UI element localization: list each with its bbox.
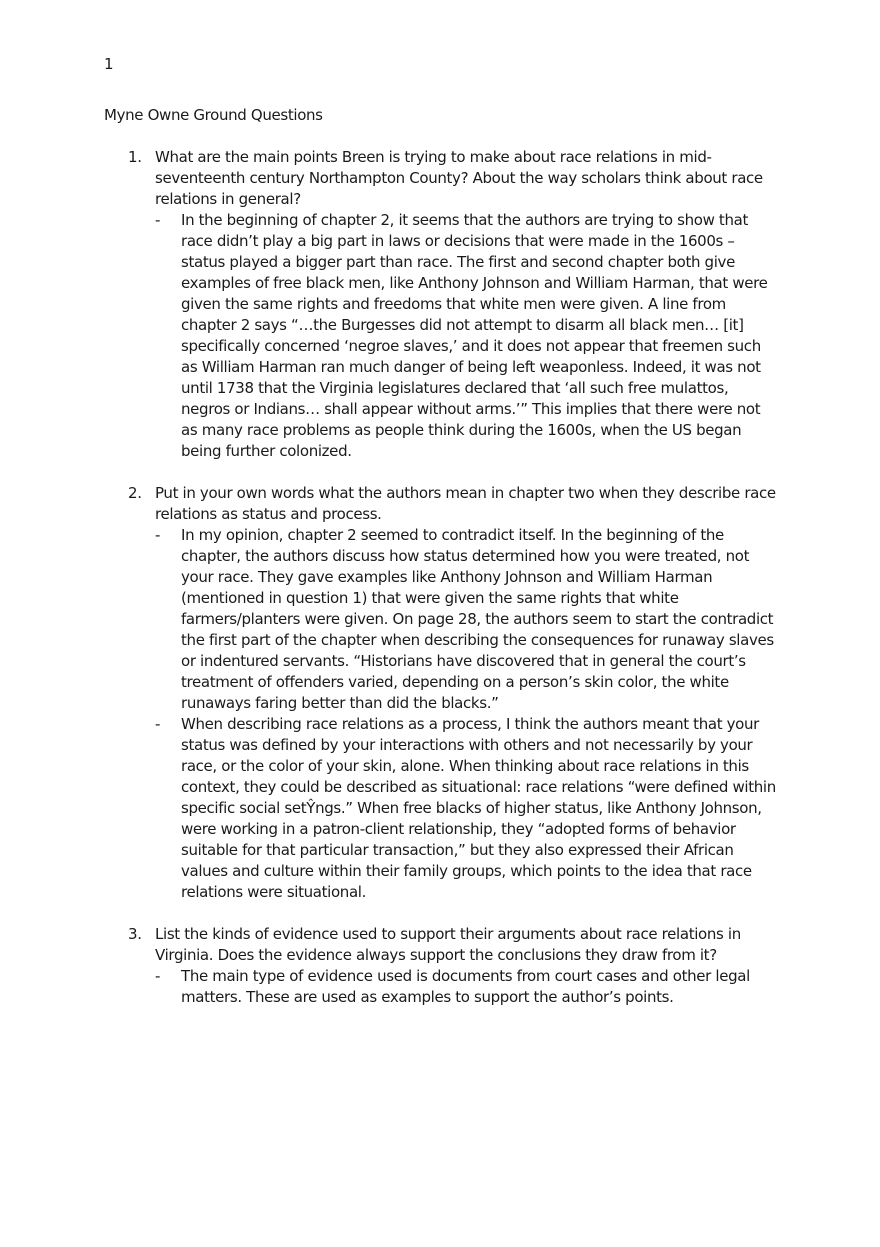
answer-text: The main type of evidence used is documents from court cases and other legal matters. These are used as examples to support the author’s points. <box>181 967 750 1006</box>
answer-text: In my opinion, chapter 2 seemed to contradict itself. In the beginning of the chapter, the authors discuss how status determined how you were treated, not your race. They gave examples like Anthony Johnson and William Harman (mentioned in question 1) that were given the same rights that white farmers/planters were given. On page 28, the authors seem to start the contradict the first part of the chapter when describing the consequences for runaway slaves or indentured servants. “Historians have discovered that in general the court’s treatment of offenders varied, depending on a person’s skin color, the white runaways faring better than did the blacks.” <box>181 526 774 712</box>
answer-item <box>155 966 776 1008</box>
question-text: List the kinds of evidence used to support their arguments about race relations in Virginia. Does the evidence always support the conclusions they draw from it? <box>155 925 741 964</box>
bullet-dash: - <box>155 715 161 733</box>
page-number: 1 <box>104 55 114 73</box>
question-text: Put in your own words what the authors mean in chapter two when they describe race relations as status and process. <box>155 484 776 523</box>
answer-list <box>155 210 776 462</box>
answer-item <box>155 714 776 903</box>
question-number: 3. <box>128 925 142 943</box>
question-item <box>104 147 776 462</box>
question-list <box>104 147 776 1029</box>
document-title: Myne Owne Ground Questions <box>104 106 323 124</box>
bullet-dash: - <box>155 211 161 229</box>
answer-item <box>155 210 776 462</box>
question-number: 1. <box>128 148 142 166</box>
answer-text: When describing race relations as a process, I think the authors meant that your status was defined by your interactions with others and not necessarily by your race, or the color of your skin, alone. When thinking about race relations in this context, they could be described as situational: race relations “were defined within specific social setŶngs.” When free blacks of higher status, like Anthony Johnson, were working in a patron-client relationship, they “adopted forms of behavior suitable for that particular transaction,” but they also expressed their African values and culture within their family groups, which points to the idea that race relations were situational. <box>181 715 776 901</box>
answer-text: In the beginning of chapter 2, it seems that the authors are trying to show that race didn’t play a big part in laws or decisions that were made in the 1600s – status played a bigger part than race. The first and second chapter both give examples of free black men, like Anthony Johnson and William Harman, that were given the same rights and freedoms that white men were given. A line from chapter 2 says “…the Burgesses did not attempt to disarm all black men… [it] specifically concerned ‘negroe slaves,’ and it does not appear that freemen such as William Harman ran much danger of being left weaponless. Indeed, it was not until 1738 that the Virginia legislatures declared that ‘all such free mulattos, negros or Indians… shall appear without arms.’” This implies that there were not as many race problems as people think during the 1600s, when the US began being further colonized. <box>181 211 768 460</box>
question-text: What are the main points Breen is trying to make about race relations in mid-seventeenth century Northampton County? About the way scholars think about race relations in general? <box>155 148 763 208</box>
answer-list <box>155 966 776 1008</box>
question-number: 2. <box>128 484 142 502</box>
bullet-dash: - <box>155 526 161 544</box>
question-item <box>104 483 776 903</box>
question-item <box>104 924 776 1008</box>
answer-list <box>155 525 776 903</box>
bullet-dash: - <box>155 967 161 985</box>
answer-item <box>155 525 776 714</box>
